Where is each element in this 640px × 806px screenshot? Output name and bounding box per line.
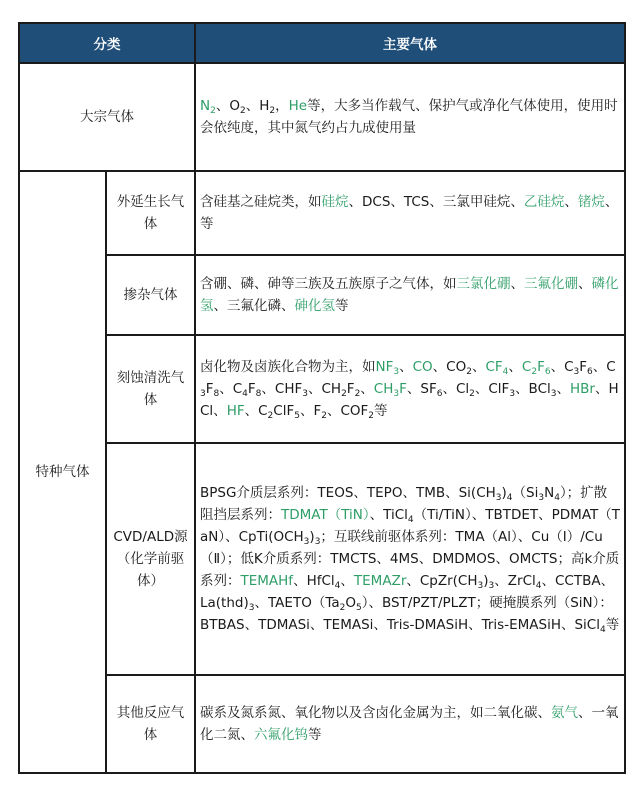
subcategory-desc — [195, 675, 625, 773]
subcategory-desc — [195, 443, 625, 675]
text-segment: 、CH — [307, 381, 342, 397]
text-segment: 、 — [510, 276, 524, 292]
text-segment: 卤化物及卤族化合物为主，如 — [200, 359, 376, 375]
text-segment: 、H — [245, 98, 270, 114]
special-row-etching — [19, 335, 625, 443]
text-segment: 、O — [215, 98, 240, 114]
text-segment: 、 — [556, 381, 570, 397]
highlighted-gas: 磷化氢 — [200, 276, 619, 314]
text-segment: 、TAETO（Ta — [254, 595, 340, 611]
text-segment: 、C — [592, 359, 616, 375]
text-segment: 、ClF — [474, 381, 510, 397]
special-gas-category: 特种气体 — [19, 171, 106, 773]
special-row-epitaxy — [19, 171, 625, 255]
text-segment: 、SF — [406, 381, 437, 397]
subcategory-label: 外延生长气体 — [106, 171, 195, 255]
text-segment: 、 — [340, 573, 354, 589]
highlighted-gas: HBr — [570, 381, 595, 397]
text-segment: （Ti/TiN）、TBTDET、PDMAT（TaN）、CpTi(OCH — [200, 507, 621, 545]
text-segment: F — [579, 359, 588, 375]
subscript: 4 — [554, 493, 560, 503]
bulk-gas-category: 大宗气体 — [19, 63, 195, 171]
subcategory-label: 刻蚀清洗气体 — [106, 335, 195, 443]
subscript: 3 — [573, 367, 580, 377]
text-segment: 碳系及氮系氮、氧化物以及含卤化金属为主，如二氧化碳、 — [200, 705, 551, 721]
highlighted-gas: F — [537, 359, 545, 375]
text-segment: 、CHF — [261, 381, 303, 397]
subscript: 3 — [200, 389, 206, 399]
highlighted-gas: CH — [373, 381, 394, 397]
subscript: 4 — [599, 625, 606, 635]
subcategory-desc — [195, 335, 625, 443]
text-segment: ， — [275, 98, 289, 114]
highlighted-gas: 氨气 — [551, 705, 578, 721]
subscript: 4 — [407, 515, 414, 525]
text-segment: 等 — [308, 727, 322, 743]
text-segment: F — [205, 381, 214, 397]
subscript: 2 — [341, 389, 347, 399]
subscript: 2 — [339, 603, 346, 613]
subscript: 3 — [509, 389, 516, 399]
subscript: 3 — [393, 367, 400, 377]
text-segment: 、COF — [326, 403, 369, 419]
text-segment: 、 — [360, 381, 374, 397]
subscript: 4 — [334, 581, 341, 591]
header-category: 分类 — [19, 23, 195, 63]
subcategory-desc — [195, 171, 625, 255]
subcategory-label: 其他反应气体 — [106, 675, 195, 773]
text-segment: ）；扩散阻挡层系列： — [200, 485, 608, 523]
highlighted-gas: 三氟化硼 — [524, 276, 578, 292]
text-segment: 、DCS、TCS、三氯甲硅烷、 — [348, 194, 524, 210]
subcategory-label: 掺杂气体 — [106, 255, 195, 335]
gas-classification-table — [18, 22, 626, 774]
subscript: 3 — [393, 389, 400, 399]
highlighted-gas: He — [288, 98, 308, 114]
text-segment: ClF — [273, 403, 295, 419]
text-segment: 、 — [471, 359, 486, 375]
text-segment: 、 — [399, 359, 413, 375]
text-segment: 等 — [605, 617, 620, 633]
text-segment: 等，大多当作载气、保护气或净化气体使用，使用时会依纯度，其中氮气约占九成使用量 — [200, 98, 618, 136]
subscript: 3 — [303, 537, 310, 547]
text-segment: 、ZrCl — [494, 573, 536, 589]
text-segment: 、 — [578, 276, 592, 292]
text-segment: 含硼、磷、砷等三族及五族原子之气体，如 — [200, 276, 457, 292]
bulk-gas-row — [19, 63, 625, 171]
text-segment: 、等 — [200, 194, 619, 232]
subscript: 3 — [248, 603, 255, 613]
subscript: 2 — [354, 389, 361, 399]
text-segment: ）、BST/PZT/PLZT；硬掩膜系列（SiN）：BTBAS、TDMASi、TEMASi、Tris-DMASiH、Tris-EMASiH、SiCl — [200, 595, 613, 633]
highlighted-gas: 乙硅烷 — [523, 194, 565, 210]
subscript: 4 — [242, 389, 248, 399]
text-segment: ) — [483, 573, 489, 589]
highlighted-gas: CF — [485, 359, 503, 375]
highlighted-gas: TDMAT（TiN） — [281, 507, 370, 523]
subscript: 5 — [355, 603, 362, 613]
text-segment: 、Cl — [442, 381, 470, 397]
subscript: 4 — [535, 581, 542, 591]
subscript: 2 — [267, 411, 274, 421]
subscript: 2 — [210, 106, 216, 116]
highlighted-gas: 硅烷 — [321, 194, 349, 210]
highlighted-gas: 砷化氢 — [294, 298, 335, 314]
subscript: 5 — [294, 411, 300, 421]
subscript: 2 — [269, 106, 276, 116]
special-row-cvd-ald — [19, 443, 625, 675]
subscript: 8 — [213, 389, 220, 399]
subscript: 2 — [466, 367, 472, 377]
subscript: 6 — [587, 367, 593, 377]
subscript: 2 — [531, 367, 538, 377]
text-segment: （Si — [512, 485, 539, 501]
special-row-doping — [19, 255, 625, 335]
text-segment: 、 — [508, 359, 522, 375]
subcategory-desc — [195, 255, 625, 335]
text-segment: BPSG介质层系列：TEOS、TEPO、TMB、Si(CH — [200, 485, 496, 501]
header-row — [19, 23, 625, 63]
text-segment: 、CpZr(CH — [406, 573, 478, 589]
header-main-gases: 主要气体 — [195, 23, 625, 63]
text-segment: 等 — [374, 403, 388, 419]
text-segment: 、TiCl — [369, 507, 408, 523]
text-segment: 、C — [244, 403, 268, 419]
text-segment: F — [346, 381, 355, 397]
highlighted-gas: HF — [226, 403, 245, 419]
highlighted-gas: 锗烷 — [577, 194, 605, 210]
highlighted-gas: N — [200, 98, 211, 114]
subscript: 2 — [321, 411, 327, 421]
text-segment: 、一氧化二氮、 — [200, 705, 619, 743]
text-segment: 、C — [219, 381, 243, 397]
text-segment: ；互联线前驱体系列：TMA（Al）、Cu（Ⅰ）/Cu（Ⅱ）；低K介质系列：TMCTS、4MS、DMDMOS、OMCTS；高k介质系列： — [200, 529, 620, 589]
highlighted-gas: NF — [375, 359, 394, 375]
highlighted-gas: F — [399, 381, 407, 397]
text-segment: ) — [309, 529, 315, 545]
subscript: 3 — [550, 389, 557, 399]
subscript: 3 — [538, 493, 545, 503]
text-segment: N — [544, 485, 555, 501]
subscript: 6 — [544, 367, 551, 377]
text-segment: 、三氟化磷、 — [213, 298, 295, 314]
subscript: 4 — [506, 493, 513, 503]
highlighted-gas: TEMAZr — [353, 573, 407, 589]
text-segment: 、C — [550, 359, 574, 375]
text-segment: 含硅基之硅烷类，如 — [200, 194, 322, 210]
highlighted-gas: 六氟化钨 — [254, 727, 308, 743]
text-segment: F — [247, 381, 256, 397]
subscript: 3 — [314, 537, 321, 547]
highlighted-gas: C — [521, 359, 532, 375]
text-segment: 、CO — [432, 359, 467, 375]
text-segment: 、CCTBA、La(thd) — [200, 573, 615, 611]
text-segment: 、 — [564, 194, 578, 210]
subscript: 3 — [302, 389, 308, 399]
bulk-gas-desc — [195, 63, 625, 171]
special-row-other — [19, 675, 625, 773]
highlighted-gas: CO — [412, 359, 433, 375]
subscript: 3 — [477, 581, 484, 591]
text-segment: 、BCl — [515, 381, 551, 397]
subscript: 2 — [469, 389, 475, 399]
subcategory-label: CVD/ALD源（化学前驱体） — [106, 443, 195, 675]
text-segment: 等 — [335, 298, 349, 314]
subscript: 3 — [488, 581, 495, 591]
highlighted-gas: 三氯化硼 — [456, 276, 511, 292]
text-segment: 、HCl、 — [200, 381, 619, 419]
text-segment: O — [345, 595, 356, 611]
subscript: 2 — [368, 411, 375, 421]
subscript: 6 — [436, 389, 443, 399]
text-segment: 、HfCl — [293, 573, 335, 589]
text-segment: ) — [501, 485, 507, 501]
subscript: 4 — [502, 367, 509, 377]
text-segment: 、F — [299, 403, 322, 419]
subscript: 3 — [495, 493, 502, 503]
highlighted-gas: TEMAHf — [240, 573, 294, 589]
subscript: 2 — [239, 106, 246, 116]
subscript: 8 — [255, 389, 262, 399]
